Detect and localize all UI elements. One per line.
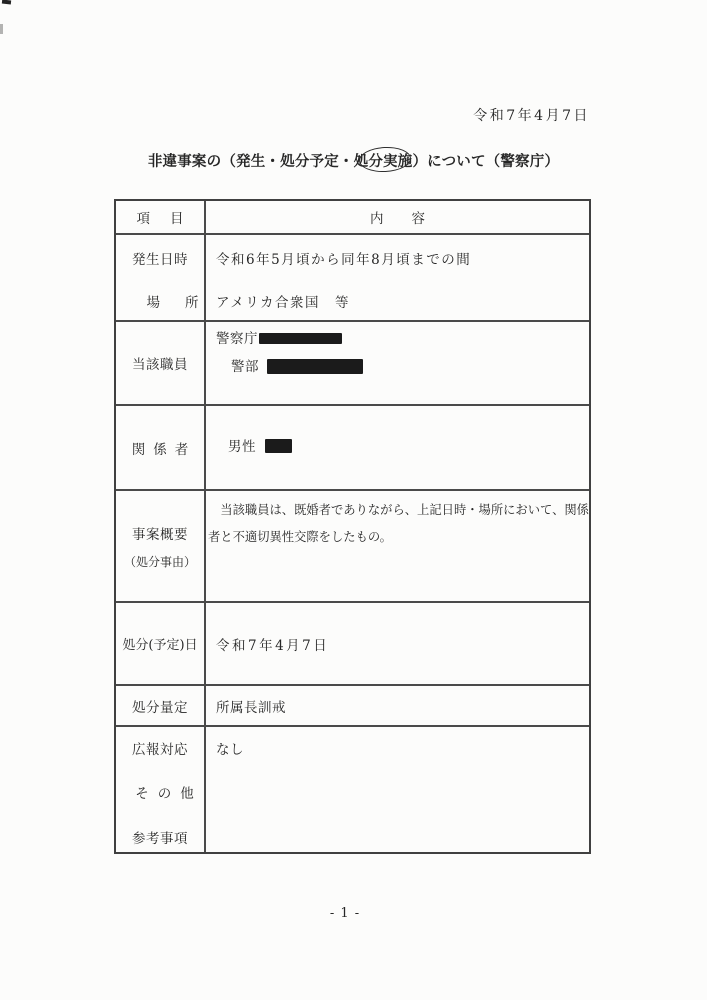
- occurrence-value-cell: [206, 235, 589, 320]
- title-prefix: 非違事案の（発生・処分予定・: [147, 153, 354, 170]
- summary-paragraph: [208, 497, 589, 551]
- summary-label: 事案概要: [132, 527, 188, 543]
- related-person-label-cell: [116, 406, 206, 489]
- occurrence-datetime-label: 発生日時: [132, 252, 188, 268]
- disposition-measure-label-cell: [116, 686, 206, 725]
- table-row-officer: [116, 320, 589, 404]
- scan-artifact-mark: [0, 24, 3, 34]
- related-person-line: 男性: [228, 436, 292, 454]
- table-row-occurrence: [116, 233, 589, 320]
- occurrence-place-value: アメリカ合衆国 等: [216, 295, 351, 311]
- table-row-disposition-date: [116, 601, 589, 684]
- summary-paragraph-line: 者と不適切異性交際をしたもの。: [208, 530, 392, 544]
- title-suffix: ）について（警察庁）: [412, 153, 560, 170]
- summary-value-cell: [206, 491, 589, 601]
- table-row-summary: [116, 489, 589, 601]
- summary-reason-label: （処分事由）: [123, 555, 196, 569]
- header-content-cell: [206, 201, 589, 233]
- header-item-label: 項目: [136, 211, 204, 227]
- table-row-misc: [116, 725, 589, 852]
- page-number: - 1 -: [329, 906, 361, 921]
- misc-label-cell: [116, 727, 206, 852]
- disposition-measure-value: 所属長訓戒: [216, 699, 286, 716]
- disposition-measure-value-cell: [206, 686, 589, 725]
- disposition-date-value: 令和7年4月7日: [216, 637, 330, 654]
- document-title: [0, 150, 707, 171]
- disposition-date-label: 処分(予定)日: [122, 638, 198, 653]
- table-row-related-person: [116, 404, 589, 489]
- officer-org-line: 警察庁: [216, 328, 342, 346]
- redaction-bar: [265, 439, 292, 453]
- occurrence-label-cell: [116, 235, 224, 320]
- occurrence-place-label: 場所: [146, 295, 224, 311]
- officer-label-cell: [116, 322, 206, 404]
- header-content-label: 内容: [370, 211, 453, 227]
- title-circled-term: 処分実施: [354, 150, 413, 171]
- occurrence-datetime-value: 令和6年5月頃から同年8月頃までの間: [216, 252, 472, 268]
- officer-label: 当該職員: [132, 357, 188, 373]
- related-person-label: 関係者: [131, 441, 197, 458]
- pr-response-label: 広報対応: [132, 742, 188, 758]
- redaction-bar: [259, 333, 342, 344]
- disposition-date-value-cell: [206, 603, 589, 684]
- related-person-value-cell: [206, 406, 589, 489]
- reference-label: 参考事項: [132, 831, 188, 847]
- scan-artifact-mark: [2, 0, 11, 4]
- pr-response-value: なし: [216, 742, 244, 758]
- table-row-disposition-measure: [116, 684, 589, 725]
- officer-value-cell: [206, 322, 589, 404]
- case-table: [114, 199, 591, 854]
- table-header-row: [116, 201, 589, 233]
- disposition-measure-label: 処分量定: [132, 699, 188, 716]
- header-item-cell: [116, 201, 206, 233]
- document-date: 令和7年4月7日: [473, 108, 590, 124]
- summary-paragraph-line: 当該職員は、既婚者でありながら、上記日時・場所において、関係: [208, 503, 589, 517]
- disposition-date-label-cell: [116, 603, 206, 684]
- misc-value-cell: [206, 727, 589, 852]
- summary-label-cell: [116, 491, 206, 601]
- officer-rank-line: 警部: [231, 356, 363, 374]
- redaction-bar: [267, 359, 363, 374]
- other-label: その他: [135, 786, 203, 802]
